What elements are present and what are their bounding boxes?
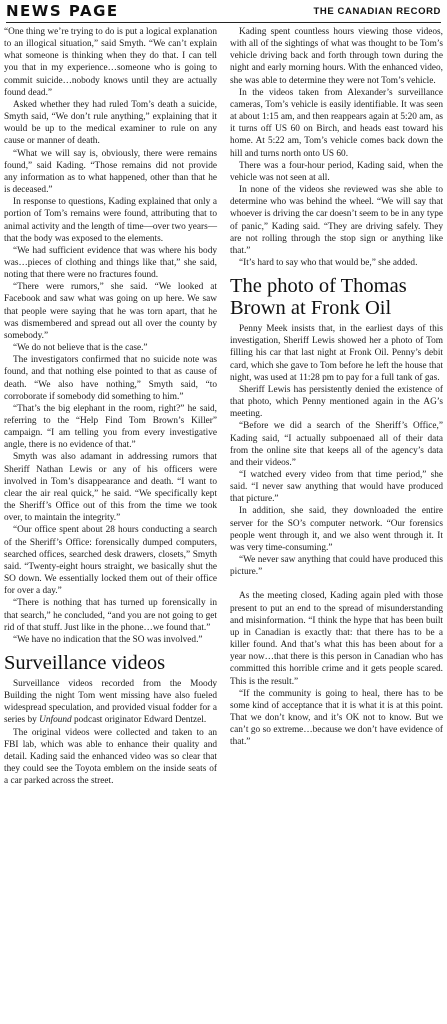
paragraph: “We never saw anything that could have produced this picture.” <box>230 555 443 578</box>
left-column <box>4 26 217 787</box>
paragraph: Smyth was also adamant in addressing rumors that Sheriff Nathan Lewis or any of his officers were involved in Tom’s disappearance and death. “I want to clear the air real quick,” he said. “We specifically kept the Sheriff’s Office out of this from the time we took over, to maintain the integrity.” <box>4 452 217 524</box>
right-column <box>230 26 443 787</box>
section-label: NEWS PAGE <box>6 2 119 20</box>
paragraph: Penny Meek insists that, in the earliest days of this investigation, Sheriff Lewis showed her a photo of Tom filling his car that last night at Fronk Oil. Penny’s debit card, which she gave to Tom before he left the house that night, was used at 11:28 pm to pay for a full tank of gas. <box>230 324 443 383</box>
article-body <box>230 26 443 269</box>
paragraph: In response to questions, Kading explained that only a portion of Tom’s remains were found, attributing that to animal activity and the length of time—over two years—that the body was exposed to the elements. <box>4 197 217 244</box>
paragraph: In the videos taken from Alexander’s surveillance cameras, Tom’s vehicle is easily identifiable. It was seen at about 1:15 am, and then reappears again at 5:20 am, as it turns off US 60 on Birch, and heads east toward his home. At 5:22 am, Tom’s vehicle comes back down the hill and turns north onto US 60. <box>230 87 443 159</box>
paragraph: Asked whether they had ruled Tom’s death a suicide, Smyth said, “We don’t rule anything,” explaining that it would be up to the medical examiner to rule on any cause or manner of death. <box>4 99 217 147</box>
article-columns <box>4 26 443 787</box>
paragraph: “One thing we’re trying to do is put a logical explanation to an illogical situation,” said Smyth. “We can’t explain what someone is thinking when they do that. I can tell you that in my experience…someone who is going to commit suicide…nobody knows until they are actually found dead.” <box>4 27 217 98</box>
paragraph-text: podcast originator Edward Dentzel. <box>71 715 207 726</box>
podcast-title: Unfound <box>39 715 72 726</box>
paragraph: The original videos were collected and taken to an FBI lab, which was able to enhance their quality and detail. Kading said the enhanced video was so clear that they could see the Toyota emblem on the inside seats of a car parked across the street. <box>4 727 217 787</box>
paragraph: “We had sufficient evidence that was where his body was…pieces of clothing and things like that,” she said, noting that there were no fractures found. <box>4 245 217 281</box>
paragraph: “What we will say is, obviously, there were remains found,” said Kading. “Those remains did not provide any information as to what happened, other than that he is deceased.” <box>4 148 217 196</box>
article-body <box>230 590 443 748</box>
paragraph-text: Surveillance videos recorded from the Moody Building the night Tom went missing have also fueled widespread speculation, and provided visual fodder for a series by <box>4 678 217 726</box>
paragraph: The investigators confirmed that no suicide note was found, and that nothing else pointed to that as cause of death. “We also have nothing,” Smyth said, “to corroborate if somebody did something to him.” <box>4 355 217 402</box>
article-body <box>230 323 443 578</box>
paragraph: “I watched every video from that time period,” she said. “I never saw anything that would have produced that picture.” <box>230 470 443 505</box>
article-body <box>4 26 217 646</box>
paragraph: “We do not believe that is the case.” <box>13 343 148 354</box>
paragraph: “It’s hard to say who that would be,” she added. <box>239 257 418 268</box>
paragraph <box>4 678 217 727</box>
paragraph: “Our office spent about 28 hours conducting a search of the Sheriff’s Office: forensically dumped computers, searched offices, searched desk drawers, closets,” Smyth said. “Twenty-eight hours straight, we basically shut the SO down. We essentially locked them out of their office for over a day.” <box>4 525 217 597</box>
paragraph: “If the community is going to heal, there has to be some kind of acceptance that it is what it is at this point. That we don’t know, and it’s OK not to know. But we can’t go so extreme…because we don’t have evidence of that.” <box>230 688 443 748</box>
paragraph: “Before we did a search of the Sheriff’s Office,” Kading said, “I actually subpoenaed all of their data from the online site that keeps all of the agency’s data and their videos.” <box>230 421 443 468</box>
paragraph: Sheriff Lewis has persistently denied the existence of that photo, which Penny mentioned again in the AG’s meeting. <box>230 384 443 420</box>
newspaper-name: THE CANADIAN RECORD <box>313 5 441 17</box>
paragraph: In addition, she said, they downloaded the entire server for the SO’s computer network. “Our forensics people went through it, and we also went through it. It was very time-consuming.” <box>230 506 443 553</box>
paragraph: As the meeting closed, Kading again pled with those present to put an end to the spread of misunderstanding and misinformation. “I think the hype that has been built up in Canadian is exactly that: that there has to be a killer found. And that’s what this has been about for a year now…that there is this person in Canadian who has committed this horrible crime and it gets people scared. This is the result.” <box>230 591 443 687</box>
paragraph: Kading spent countless hours viewing those videos, with all of the sightings of what was thought to be Tom’s vehicle driving back and forth through town during the night and early morning hours. With the enhanced video, she was able to determine they were not Tom’s vehicle. <box>230 27 443 86</box>
section-spacer <box>230 578 443 590</box>
paragraph: “There were rumors,” she said. “We looked at Facebook and saw what was going on up here. We saw that people were saying that he was torn apart, that he was dismembered and spread out all over the county by somebody.” <box>4 282 217 341</box>
paragraph: “We have no indication that the SO was involved.” <box>13 634 203 645</box>
paragraph: “That’s the big elephant in the room, right?” he said, referring to the “Help Find Tom Brown’s Killer” campaign. “I am telling you from every investigative angle, there is no evidence of that.” <box>4 403 217 451</box>
paragraph: “There is nothing that has turned up forensically in that search,” he concluded, “and you are not going to get rid of that stuff. Just like in the phone…we found that.” <box>4 598 217 633</box>
paragraph: There was a four-hour period, Kading said, when the vehicle was not seen at all. <box>230 160 443 183</box>
section-heading-surveillance: Surveillance videos <box>4 651 166 674</box>
section-heading-photo: The photo of Thomas Brown at Fronk Oil <box>230 275 407 320</box>
paragraph: In none of the videos she reviewed was she able to determine who was behind the wheel. “We will say that whoever is driving the car doesn’t seem to be in any type of panic,” Kading said. “They are driving safely. They are not rolling through the stop sign or anything like that.” <box>230 185 443 256</box>
page-header <box>6 0 441 23</box>
